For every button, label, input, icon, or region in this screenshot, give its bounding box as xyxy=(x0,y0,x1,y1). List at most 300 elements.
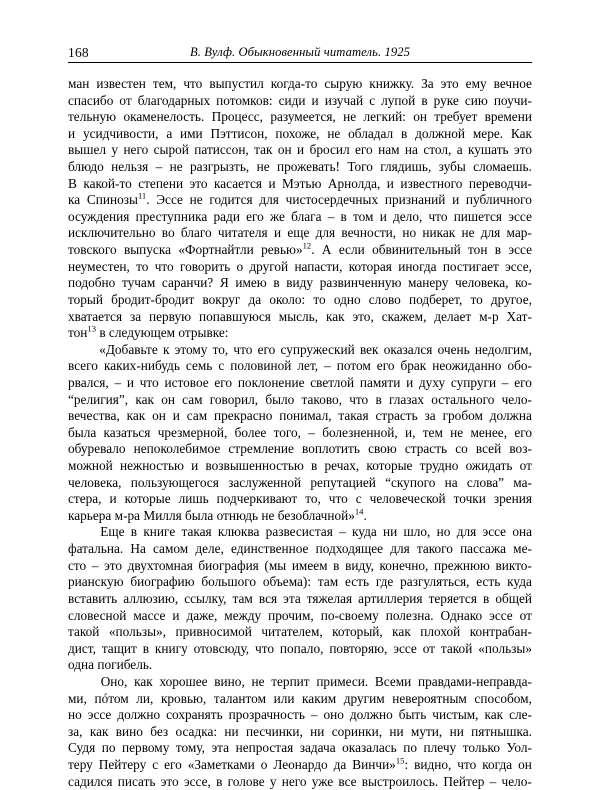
word: дело, xyxy=(393,208,423,224)
word: за, xyxy=(68,723,83,739)
word: век xyxy=(359,341,379,357)
word: оно xyxy=(323,707,344,723)
word: шло, xyxy=(403,524,431,540)
word: известен xyxy=(96,76,146,91)
word: – xyxy=(310,707,318,723)
word: же xyxy=(270,208,285,224)
word: где xyxy=(375,574,394,590)
text-line xyxy=(68,757,532,774)
word: там xyxy=(232,590,253,606)
word: но xyxy=(68,707,82,723)
word: сам xyxy=(186,408,208,424)
word: его xyxy=(376,358,395,374)
word: его xyxy=(257,341,276,357)
word: большого xyxy=(201,574,257,590)
word: него xyxy=(281,773,307,789)
word: обвинительный xyxy=(372,242,461,258)
word: бродит-бродит xyxy=(111,291,195,307)
word: должна xyxy=(489,408,532,424)
word: конечно, xyxy=(379,557,429,573)
word: что xyxy=(139,374,159,390)
word: читателя xyxy=(217,225,268,241)
word: Я xyxy=(219,275,229,291)
word: делает xyxy=(434,308,472,324)
word: за xyxy=(129,308,142,324)
word: голове xyxy=(227,773,265,789)
word: имеем xyxy=(291,557,328,573)
word: он xyxy=(518,756,532,772)
word: «пользы» xyxy=(478,640,532,656)
word: которая xyxy=(348,258,392,274)
word: прожевать! xyxy=(277,159,340,175)
word: фатальна. xyxy=(68,541,124,557)
word: остального xyxy=(431,391,495,407)
page-header xyxy=(68,44,532,64)
word: эссе xyxy=(482,524,507,540)
word: глазах xyxy=(388,391,425,407)
word: и xyxy=(172,408,180,424)
text-line xyxy=(68,541,532,558)
word: репутацией xyxy=(310,474,376,490)
word: страсть xyxy=(375,408,418,424)
word: подходящее xyxy=(315,541,384,557)
word: да xyxy=(248,291,262,307)
word: тельную xyxy=(68,109,117,125)
text-line xyxy=(68,591,532,608)
word: речах, xyxy=(324,458,360,474)
word: клюква xyxy=(217,524,260,540)
word: того, xyxy=(273,424,301,440)
word: неуместен, xyxy=(68,258,130,274)
word: в xyxy=(421,92,428,108)
word: между xyxy=(224,607,262,623)
word: эссе, xyxy=(183,773,211,789)
word: А xyxy=(321,242,332,258)
word: вокруг xyxy=(202,291,241,307)
text-line xyxy=(68,225,532,242)
word: словесной xyxy=(68,607,127,623)
word: ими xyxy=(180,125,203,141)
word: куда xyxy=(352,524,377,540)
word: а xyxy=(166,125,173,141)
word: ожидать xyxy=(465,458,513,474)
word: ни xyxy=(389,723,404,739)
word: такая xyxy=(181,524,212,540)
word: когда xyxy=(482,756,513,772)
word: блага xyxy=(291,208,322,224)
text-line xyxy=(68,275,532,292)
word: то xyxy=(136,258,149,274)
word: Уол- xyxy=(506,740,532,756)
word: – xyxy=(324,358,331,374)
word: точки xyxy=(453,491,486,507)
word: усидчивости, xyxy=(82,125,159,141)
word: окаменелость. xyxy=(123,109,205,125)
word: подберет, xyxy=(408,291,463,307)
word: – xyxy=(155,159,163,175)
word: это xyxy=(160,773,179,789)
word: и xyxy=(311,92,319,108)
word: как xyxy=(325,308,345,324)
word: – xyxy=(501,374,509,390)
word: что xyxy=(428,208,448,224)
word: не xyxy=(189,192,203,208)
word: и xyxy=(386,175,394,191)
word: развесистая xyxy=(265,524,333,540)
word: эссе xyxy=(508,242,532,258)
word: только xyxy=(462,740,500,756)
word: непростая xyxy=(235,740,294,756)
paragraph-3 xyxy=(68,524,532,673)
word: потом xyxy=(336,358,371,374)
word: массе xyxy=(133,607,166,623)
word: она xyxy=(512,524,532,540)
word: что xyxy=(255,640,275,656)
word: Судя xyxy=(68,740,96,756)
word: слова” xyxy=(466,474,504,490)
word: “скупого xyxy=(385,474,436,490)
word: Леонардо xyxy=(273,756,328,772)
word: степени xyxy=(138,175,184,191)
text-line xyxy=(68,392,532,409)
word: Как xyxy=(510,125,532,141)
running-title: В. Вулф. Обыкновенный читатель. 1925 xyxy=(189,45,411,59)
word: вино xyxy=(115,723,143,739)
word: сле- xyxy=(509,707,532,723)
word: который, xyxy=(332,624,383,640)
word: ка xyxy=(68,192,81,208)
word: что xyxy=(154,258,174,274)
word: в xyxy=(483,590,490,606)
word: должной xyxy=(415,125,466,141)
word: Эссе xyxy=(156,192,183,208)
word: никак xyxy=(422,225,456,241)
word: спасибо xyxy=(68,92,114,108)
word: но xyxy=(436,524,451,540)
text-line xyxy=(68,624,532,641)
word: патиссон, xyxy=(194,142,249,158)
word: оказался xyxy=(383,341,433,357)
word: то, xyxy=(212,341,229,357)
word: вино, xyxy=(214,673,245,689)
word: уже xyxy=(311,773,334,789)
paragraph-indent xyxy=(68,674,94,691)
word: тучам xyxy=(121,275,156,291)
word: половиной xyxy=(230,358,292,374)
word: Однако xyxy=(440,607,483,623)
text-line xyxy=(68,342,532,359)
word: зубы xyxy=(438,159,466,175)
word: нежностью xyxy=(119,458,184,474)
word: Спинозы$^{11}$. xyxy=(86,190,150,208)
word: – xyxy=(339,524,346,540)
word: Пейтер xyxy=(443,773,485,789)
word: иногда xyxy=(398,258,437,274)
word: Винчи»$^{15}$: xyxy=(352,755,409,772)
word: – xyxy=(489,773,497,789)
word: пóтом xyxy=(94,690,129,706)
word: памяти xyxy=(359,374,401,390)
word: ревью»$^{12}$. xyxy=(261,240,315,258)
word: писать xyxy=(117,773,156,789)
paragraph-2-blockquote xyxy=(68,342,532,525)
word: чистосердечных xyxy=(285,192,379,208)
word: ни xyxy=(310,723,325,739)
word: благо xyxy=(180,225,212,241)
word: как xyxy=(392,624,411,640)
word: вечное xyxy=(493,76,532,91)
word: понимал, xyxy=(279,408,332,424)
word: с xyxy=(369,92,376,108)
text-line xyxy=(68,408,532,425)
word: в xyxy=(333,557,340,573)
word: Процесс, xyxy=(211,109,263,125)
word: тащит xyxy=(101,640,137,656)
word: прежнюю xyxy=(434,557,490,573)
word: ни xyxy=(383,524,398,540)
footnote-marker: 15 xyxy=(395,755,405,766)
word: что xyxy=(233,341,253,357)
word: его xyxy=(214,374,233,390)
word: куда xyxy=(507,574,532,590)
footnote-marker: 13 xyxy=(87,323,96,334)
word: около: xyxy=(269,291,306,307)
word: повторяю, xyxy=(329,640,388,656)
word: ли, xyxy=(136,690,154,706)
word: сто xyxy=(68,557,87,573)
word: трудно xyxy=(419,458,459,474)
word: ман xyxy=(68,76,90,91)
text-line xyxy=(68,209,532,226)
word: возвышенностью xyxy=(205,458,304,474)
word: не xyxy=(256,159,270,175)
word: дист, xyxy=(68,640,96,656)
word: это xyxy=(189,175,208,191)
word: соринки, xyxy=(331,723,383,739)
word: плохой xyxy=(420,624,461,640)
word: «пользы», xyxy=(108,624,166,640)
word: говорил, xyxy=(209,391,259,407)
word: от xyxy=(422,640,435,656)
word: он xyxy=(152,408,166,424)
word: способом, xyxy=(474,690,532,706)
word: привносимой xyxy=(175,624,252,640)
word: кровью, xyxy=(160,690,207,706)
text-line xyxy=(68,558,532,575)
word: поучи- xyxy=(493,92,532,108)
word: это, xyxy=(352,308,374,324)
word: пятнышка. xyxy=(471,723,532,739)
word: подчеркивают xyxy=(216,491,298,507)
word: том xyxy=(353,208,374,224)
word: в xyxy=(142,640,150,656)
word: руке xyxy=(433,92,459,108)
word: от xyxy=(119,92,132,108)
word: светлой xyxy=(310,374,355,390)
word: сам xyxy=(182,391,203,407)
word: рианскую xyxy=(68,574,124,590)
word: не xyxy=(450,424,464,440)
text-line xyxy=(68,242,532,259)
word: там xyxy=(317,574,339,590)
word: для xyxy=(390,541,410,557)
word: как xyxy=(89,723,109,739)
text-line xyxy=(68,126,532,143)
text-line xyxy=(68,192,532,209)
word: сломаешь. xyxy=(473,159,532,175)
word: выстроилось. xyxy=(361,773,439,789)
word: попало, xyxy=(279,640,324,656)
text-line xyxy=(68,425,532,442)
word: полезна. xyxy=(385,607,434,623)
text-line xyxy=(68,375,532,392)
word: виду xyxy=(286,275,314,291)
word: по xyxy=(403,740,418,756)
word: потомков: xyxy=(216,92,273,108)
word: такой xyxy=(440,640,473,656)
word: поклонение xyxy=(237,374,305,390)
word: воплотить xyxy=(302,441,360,457)
word: Еще xyxy=(100,524,125,540)
word: объема): xyxy=(262,574,312,590)
word: обладал xyxy=(348,125,394,141)
word: за xyxy=(424,408,436,424)
word: в xyxy=(130,524,138,540)
word: ему xyxy=(465,76,487,91)
text-line xyxy=(68,76,532,93)
word: такая xyxy=(338,408,369,424)
word: и xyxy=(379,208,387,224)
word: непоколебимое xyxy=(133,441,221,457)
word: ко- xyxy=(515,275,532,291)
word: в xyxy=(340,208,347,224)
text-line xyxy=(68,691,532,708)
word: и xyxy=(273,225,282,241)
text-line xyxy=(68,724,532,741)
word: которые xyxy=(366,458,413,474)
word: деле, xyxy=(195,541,224,557)
word: Всеми xyxy=(374,673,412,689)
word: легкий: xyxy=(363,109,406,125)
word: другой xyxy=(249,258,289,274)
word: этому xyxy=(174,341,208,357)
word: что xyxy=(457,756,477,772)
word: очень xyxy=(437,341,470,357)
word: Того xyxy=(347,159,373,175)
word: тон xyxy=(468,242,488,258)
word: его xyxy=(164,756,182,772)
text-line xyxy=(68,491,532,508)
word: эссе xyxy=(489,607,513,623)
text-line: одна погибель. xyxy=(68,657,153,673)
word: слово xyxy=(368,291,401,307)
text-line xyxy=(68,358,532,375)
word: на xyxy=(404,142,418,158)
word: его xyxy=(355,142,373,158)
word: он xyxy=(413,109,427,125)
word: стера, xyxy=(68,491,102,507)
word: – xyxy=(308,424,315,440)
word: хватается xyxy=(68,308,123,324)
word: прочим, xyxy=(268,607,314,623)
word: о xyxy=(260,756,268,772)
paragraph-4 xyxy=(68,674,532,790)
word: вечества, xyxy=(68,408,120,424)
word: эссе xyxy=(508,208,532,224)
word: Хат- xyxy=(506,308,532,324)
word: – xyxy=(114,374,122,390)
word: рвался, xyxy=(68,374,109,390)
word: имею xyxy=(235,275,267,291)
word: то, xyxy=(305,491,321,507)
word: от xyxy=(519,607,532,623)
word: для xyxy=(315,225,336,241)
word: в xyxy=(311,458,318,474)
word: от xyxy=(519,458,532,474)
word: если xyxy=(338,242,365,258)
word: ми, xyxy=(68,690,87,706)
word: более xyxy=(234,424,267,440)
word: его xyxy=(514,374,532,390)
word: За xyxy=(421,76,434,91)
word: болезненной, xyxy=(322,424,398,440)
word: да xyxy=(333,756,347,772)
word: было xyxy=(265,391,295,407)
word: скажем, xyxy=(381,308,427,324)
text-line xyxy=(68,93,532,110)
word: Оно, xyxy=(100,673,128,689)
word: лишь xyxy=(178,491,209,507)
word: такого xyxy=(416,541,453,557)
word: него xyxy=(123,142,149,158)
word: мысль, xyxy=(278,308,319,324)
word: касается xyxy=(213,175,263,191)
text-line xyxy=(68,159,532,176)
word: свою xyxy=(368,441,397,457)
word: другим xyxy=(343,690,385,706)
word: Арнолда, xyxy=(327,175,381,191)
footnote-marker: 12 xyxy=(302,240,312,251)
word: “религия”, xyxy=(68,391,129,407)
word: оказалась xyxy=(342,740,397,756)
word: виду, xyxy=(345,557,374,573)
word: На xyxy=(130,541,146,557)
word: публичного xyxy=(465,192,532,208)
text-line xyxy=(68,641,532,658)
word: брак xyxy=(400,358,427,374)
word: товского xyxy=(68,242,117,258)
word: в xyxy=(401,125,408,141)
word: ма- xyxy=(513,474,532,490)
word: общей xyxy=(495,590,532,606)
word: которые xyxy=(124,491,171,507)
word: чистым, xyxy=(432,707,479,723)
word: лупой xyxy=(381,92,416,108)
word: или xyxy=(273,690,295,706)
text-line: тон$^{13}$ в следующем отрывке: xyxy=(68,323,229,341)
word: развинченную xyxy=(319,275,402,291)
word: книге xyxy=(143,524,176,540)
text-line xyxy=(68,608,532,625)
text-line xyxy=(68,674,532,691)
word: всего xyxy=(68,358,98,374)
text-line xyxy=(68,292,532,309)
word: – xyxy=(327,208,335,224)
word: м-р xyxy=(479,308,499,324)
word: осуждения xyxy=(68,208,130,224)
word: похоже, xyxy=(275,125,320,141)
word: даже, xyxy=(186,607,218,623)
